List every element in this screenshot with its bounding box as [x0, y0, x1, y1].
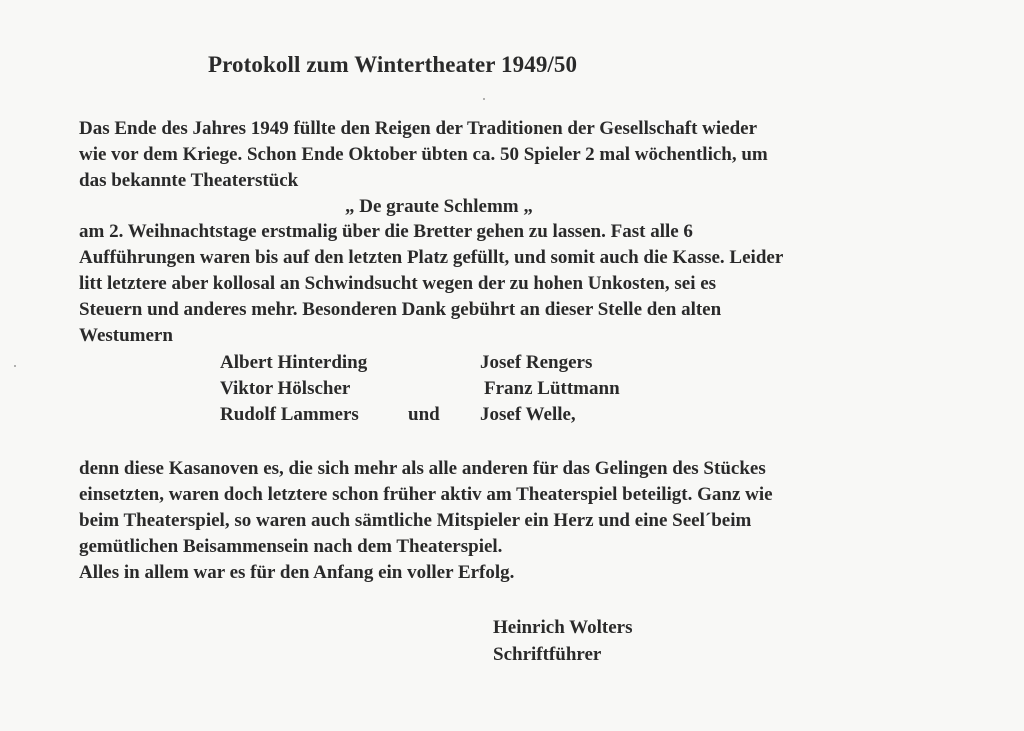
- paragraph2-line-2: Aufführungen waren bis auf den letzten Platz gefüllt, und somit auch die Kasse. Leider: [79, 247, 784, 268]
- paragraph3-line-4: gemütlichen Beisammensein nach dem Theaterspiel.: [79, 536, 503, 557]
- signature-name: Heinrich Wolters: [493, 617, 633, 638]
- names-conjunction: und: [408, 404, 440, 425]
- paragraph1-line-1: Das Ende des Jahres 1949 füllte den Reigen der Traditionen der Gesellschaft wieder: [79, 118, 758, 139]
- paragraph1-line-3: das bekannte Theaterstück: [79, 170, 299, 191]
- paragraph2-line-5: Westumern: [79, 325, 173, 346]
- paper-speck: [14, 365, 16, 367]
- name-right-3: Josef Welle,: [480, 404, 576, 425]
- paragraph1-line-2: wie vor dem Kriege. Schon Ende Oktober übten ca. 50 Spieler 2 mal wöchentlich, um: [79, 144, 768, 165]
- document-title: Protokoll zum Wintertheater 1949/50: [208, 52, 578, 77]
- paragraph3-line-2: einsetzten, waren doch letztere schon früher aktiv am Theaterspiel beteiligt. Ganz wie: [79, 484, 773, 505]
- name-left-3: Rudolf Lammers: [220, 404, 359, 425]
- paragraph3-line-5: Alles in allem war es für den Anfang ein voller Erfolg.: [79, 562, 515, 583]
- name-right-2: Franz Lüttmann: [484, 378, 620, 399]
- name-left-1: Albert Hinterding: [220, 352, 368, 373]
- paragraph3-line-3: beim Theaterspiel, so waren auch sämtliche Mitspieler ein Herz und eine Seel´beim: [79, 510, 752, 531]
- paper-speck: [483, 98, 485, 100]
- paragraph2-line-4: Steuern und anderes mehr. Besonderen Dank gebührt an dieser Stelle den alten: [79, 299, 722, 320]
- paragraph2-line-3: litt letztere aber kollosal an Schwindsucht wegen der zu hohen Unkosten, sei es: [79, 273, 717, 294]
- name-right-1: Josef Rengers: [480, 352, 593, 373]
- play-title: „ De graute Schlemm „: [345, 196, 533, 217]
- paragraph3-line-1: denn diese Kasanoven es, die sich mehr als alle anderen für das Gelingen des Stückes: [79, 458, 766, 479]
- name-left-2: Viktor Hölscher: [220, 378, 351, 399]
- signature-role: Schriftführer: [493, 644, 602, 665]
- paragraph2-line-1: am 2. Weihnachtstage erstmalig über die Bretter gehen zu lassen. Fast alle 6: [79, 221, 693, 242]
